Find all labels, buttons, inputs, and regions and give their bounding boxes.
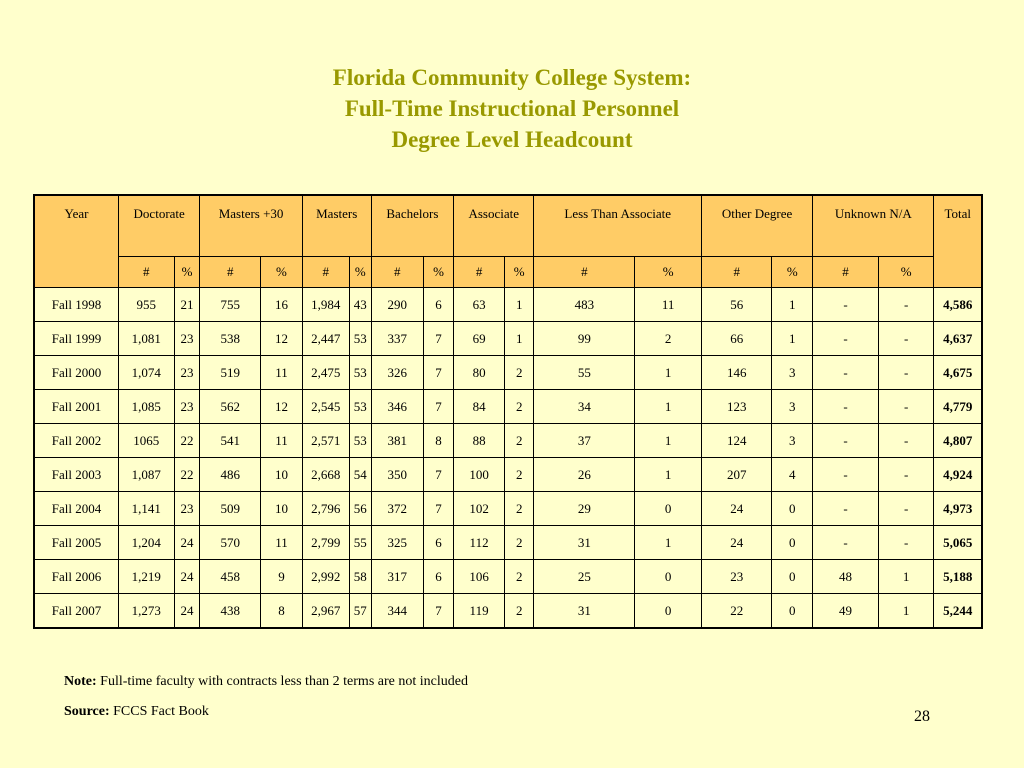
count-cell: 102 — [454, 492, 505, 526]
percent-cell: 7 — [423, 594, 453, 629]
count-cell: 49 — [813, 594, 879, 629]
percent-cell: 7 — [423, 492, 453, 526]
percent-cell: 7 — [423, 356, 453, 390]
percent-cell: 10 — [261, 492, 303, 526]
count-cell: 1,081 — [119, 322, 175, 356]
percent-cell: 2 — [504, 594, 533, 629]
percent-cell: 0 — [772, 560, 813, 594]
percent-cell: 23 — [174, 356, 200, 390]
group-header: Other Degree — [702, 195, 813, 257]
count-cell: 381 — [371, 424, 423, 458]
count-cell: 483 — [534, 288, 635, 322]
count-cell: 84 — [454, 390, 505, 424]
group-header: Bachelors — [371, 195, 454, 257]
total-cell: 4,637 — [934, 322, 982, 356]
count-cell: - — [813, 424, 879, 458]
slide-title — [0, 62, 1024, 155]
count-cell: 2,571 — [302, 424, 349, 458]
count-cell: 1065 — [119, 424, 175, 458]
count-subheader: # — [813, 257, 879, 288]
count-cell: 100 — [454, 458, 505, 492]
count-cell: 207 — [702, 458, 772, 492]
percent-cell: 2 — [504, 458, 533, 492]
percent-cell: 7 — [423, 322, 453, 356]
percent-cell: 0 — [772, 492, 813, 526]
count-cell: 106 — [454, 560, 505, 594]
percent-cell: 2 — [504, 492, 533, 526]
percent-cell: 23 — [174, 492, 200, 526]
year-cell: Fall 2000 — [34, 356, 119, 390]
group-header: Doctorate — [119, 195, 200, 257]
header-row-groups — [34, 195, 982, 257]
count-cell: 24 — [702, 526, 772, 560]
count-subheader: # — [371, 257, 423, 288]
percent-cell: - — [878, 356, 934, 390]
year-header: Year — [34, 195, 119, 288]
count-cell: 63 — [454, 288, 505, 322]
percent-cell: - — [878, 390, 934, 424]
table-row — [34, 526, 982, 560]
source-label: Source: — [64, 704, 110, 719]
count-cell: 344 — [371, 594, 423, 629]
percent-subheader: % — [349, 257, 371, 288]
percent-cell: 1 — [878, 594, 934, 629]
percent-cell: 24 — [174, 560, 200, 594]
percent-cell: 1 — [635, 356, 702, 390]
percent-cell: 2 — [504, 356, 533, 390]
count-cell: 2,475 — [302, 356, 349, 390]
count-cell: 2,668 — [302, 458, 349, 492]
percent-cell: 24 — [174, 594, 200, 629]
count-cell: - — [813, 492, 879, 526]
total-cell: 4,924 — [934, 458, 982, 492]
count-subheader: # — [200, 257, 261, 288]
count-cell: 80 — [454, 356, 505, 390]
percent-cell: 10 — [261, 458, 303, 492]
count-cell: 29 — [534, 492, 635, 526]
count-cell: 23 — [702, 560, 772, 594]
count-cell: 31 — [534, 594, 635, 629]
percent-subheader: % — [174, 257, 200, 288]
percent-cell: 12 — [261, 322, 303, 356]
percent-subheader: % — [423, 257, 453, 288]
title-line-1: Florida Community College System: — [332, 65, 692, 90]
count-cell: 755 — [200, 288, 261, 322]
percent-cell: 23 — [174, 322, 200, 356]
percent-cell: 23 — [174, 390, 200, 424]
year-cell: Fall 2006 — [34, 560, 119, 594]
table-row — [34, 288, 982, 322]
count-cell: - — [813, 356, 879, 390]
percent-cell: 2 — [635, 322, 702, 356]
count-cell: 1,074 — [119, 356, 175, 390]
percent-cell: 11 — [261, 356, 303, 390]
source-text: FCCS Fact Book — [109, 704, 209, 719]
note — [64, 674, 468, 690]
total-cell: 5,244 — [934, 594, 982, 629]
percent-cell: 3 — [772, 390, 813, 424]
count-cell: 24 — [702, 492, 772, 526]
percent-cell: 53 — [349, 356, 371, 390]
count-cell: 2,796 — [302, 492, 349, 526]
year-cell: Fall 1998 — [34, 288, 119, 322]
table-row — [34, 594, 982, 629]
count-cell: 146 — [702, 356, 772, 390]
count-subheader: # — [702, 257, 772, 288]
count-cell: 37 — [534, 424, 635, 458]
percent-cell: 3 — [772, 424, 813, 458]
note-text: Full-time faculty with contracts less than 2 terms are not included — [96, 674, 468, 689]
percent-cell: 54 — [349, 458, 371, 492]
percent-cell: 7 — [423, 458, 453, 492]
percent-cell: 6 — [423, 560, 453, 594]
total-cell: 4,807 — [934, 424, 982, 458]
total-cell: 4,675 — [934, 356, 982, 390]
percent-cell: 22 — [174, 424, 200, 458]
count-cell: 48 — [813, 560, 879, 594]
header-row-units — [34, 257, 982, 288]
count-cell: 26 — [534, 458, 635, 492]
percent-cell: 1 — [635, 526, 702, 560]
count-cell: 317 — [371, 560, 423, 594]
count-cell: 2,799 — [302, 526, 349, 560]
count-cell: 325 — [371, 526, 423, 560]
percent-cell: 53 — [349, 390, 371, 424]
percent-cell: - — [878, 322, 934, 356]
percent-cell: 7 — [423, 390, 453, 424]
count-cell: 1,141 — [119, 492, 175, 526]
table-row — [34, 322, 982, 356]
page-number: 28 — [914, 708, 930, 725]
percent-subheader: % — [878, 257, 934, 288]
percent-cell: - — [878, 424, 934, 458]
count-cell: - — [813, 288, 879, 322]
count-cell: 99 — [534, 322, 635, 356]
count-cell: 119 — [454, 594, 505, 629]
percent-cell: - — [878, 492, 934, 526]
count-cell: 955 — [119, 288, 175, 322]
count-cell: 2,992 — [302, 560, 349, 594]
percent-cell: 56 — [349, 492, 371, 526]
note-label: Note: — [64, 674, 97, 689]
percent-cell: 22 — [174, 458, 200, 492]
table-row — [34, 390, 982, 424]
percent-cell: 1 — [772, 288, 813, 322]
table-row — [34, 560, 982, 594]
percent-subheader: % — [635, 257, 702, 288]
percent-cell: 2 — [504, 526, 533, 560]
percent-cell: 6 — [423, 526, 453, 560]
count-cell: 2,447 — [302, 322, 349, 356]
count-cell: 1,219 — [119, 560, 175, 594]
source — [64, 704, 209, 720]
count-cell: 326 — [371, 356, 423, 390]
percent-cell: 11 — [635, 288, 702, 322]
count-cell: 1,204 — [119, 526, 175, 560]
total-cell: 5,188 — [934, 560, 982, 594]
percent-cell: 1 — [772, 322, 813, 356]
count-cell: 541 — [200, 424, 261, 458]
percent-cell: 12 — [261, 390, 303, 424]
count-cell: - — [813, 390, 879, 424]
year-cell: Fall 2003 — [34, 458, 119, 492]
group-header: Unknown N/A — [813, 195, 934, 257]
total-header: Total — [934, 195, 982, 288]
count-cell: 290 — [371, 288, 423, 322]
count-cell: 519 — [200, 356, 261, 390]
count-cell: 458 — [200, 560, 261, 594]
percent-cell: - — [878, 458, 934, 492]
group-header: Masters +30 — [200, 195, 302, 257]
year-cell: Fall 2007 — [34, 594, 119, 629]
count-cell: 562 — [200, 390, 261, 424]
title-line-2: Full-Time Instructional Personnel — [344, 96, 680, 121]
percent-cell: 57 — [349, 594, 371, 629]
count-cell: 34 — [534, 390, 635, 424]
count-cell: 1,085 — [119, 390, 175, 424]
group-header: Associate — [454, 195, 534, 257]
percent-cell: 0 — [772, 526, 813, 560]
year-cell: Fall 2001 — [34, 390, 119, 424]
count-cell: 570 — [200, 526, 261, 560]
count-cell: 350 — [371, 458, 423, 492]
percent-cell: 2 — [504, 560, 533, 594]
count-cell: 1,273 — [119, 594, 175, 629]
percent-cell: 58 — [349, 560, 371, 594]
count-cell: 372 — [371, 492, 423, 526]
percent-cell: 0 — [635, 492, 702, 526]
count-cell: - — [813, 458, 879, 492]
count-cell: 69 — [454, 322, 505, 356]
percent-cell: 2 — [504, 390, 533, 424]
percent-cell: 0 — [772, 594, 813, 629]
total-cell: 4,586 — [934, 288, 982, 322]
total-cell: 4,779 — [934, 390, 982, 424]
table-row — [34, 458, 982, 492]
percent-cell: - — [878, 288, 934, 322]
count-cell: 1,984 — [302, 288, 349, 322]
group-header: Less Than Associate — [534, 195, 702, 257]
headcount-table — [33, 194, 983, 629]
table-row — [34, 492, 982, 526]
count-cell: 346 — [371, 390, 423, 424]
percent-cell: 8 — [261, 594, 303, 629]
percent-cell: 1 — [504, 288, 533, 322]
table-body — [34, 288, 982, 629]
percent-cell: 21 — [174, 288, 200, 322]
count-cell: 88 — [454, 424, 505, 458]
percent-subheader: % — [261, 257, 303, 288]
count-cell: 31 — [534, 526, 635, 560]
percent-subheader: % — [772, 257, 813, 288]
count-cell: - — [813, 526, 879, 560]
count-cell: 55 — [534, 356, 635, 390]
title-line-3: Degree Level Headcount — [391, 127, 633, 152]
count-subheader: # — [119, 257, 175, 288]
year-cell: Fall 2002 — [34, 424, 119, 458]
count-cell: - — [813, 322, 879, 356]
percent-cell: 1 — [878, 560, 934, 594]
percent-cell: 8 — [423, 424, 453, 458]
percent-cell: 24 — [174, 526, 200, 560]
count-cell: 25 — [534, 560, 635, 594]
percent-subheader: % — [504, 257, 533, 288]
percent-cell: 2 — [504, 424, 533, 458]
group-header: Masters — [302, 195, 371, 257]
count-cell: 538 — [200, 322, 261, 356]
percent-cell: 16 — [261, 288, 303, 322]
percent-cell: 53 — [349, 424, 371, 458]
percent-cell: 6 — [423, 288, 453, 322]
count-cell: 2,967 — [302, 594, 349, 629]
percent-cell: 1 — [504, 322, 533, 356]
percent-cell: 0 — [635, 594, 702, 629]
count-cell: 123 — [702, 390, 772, 424]
count-cell: 56 — [702, 288, 772, 322]
percent-cell: - — [878, 526, 934, 560]
year-cell: Fall 2004 — [34, 492, 119, 526]
year-cell: Fall 2005 — [34, 526, 119, 560]
count-cell: 124 — [702, 424, 772, 458]
percent-cell: 53 — [349, 322, 371, 356]
percent-cell: 1 — [635, 424, 702, 458]
count-cell: 337 — [371, 322, 423, 356]
percent-cell: 1 — [635, 458, 702, 492]
total-cell: 5,065 — [934, 526, 982, 560]
table-row — [34, 356, 982, 390]
count-cell: 438 — [200, 594, 261, 629]
count-cell: 486 — [200, 458, 261, 492]
percent-cell: 0 — [635, 560, 702, 594]
percent-cell: 55 — [349, 526, 371, 560]
percent-cell: 9 — [261, 560, 303, 594]
count-cell: 509 — [200, 492, 261, 526]
percent-cell: 1 — [635, 390, 702, 424]
table-row — [34, 424, 982, 458]
year-cell: Fall 1999 — [34, 322, 119, 356]
percent-cell: 43 — [349, 288, 371, 322]
percent-cell: 4 — [772, 458, 813, 492]
count-subheader: # — [302, 257, 349, 288]
total-cell: 4,973 — [934, 492, 982, 526]
count-cell: 1,087 — [119, 458, 175, 492]
count-subheader: # — [534, 257, 635, 288]
percent-cell: 11 — [261, 526, 303, 560]
count-subheader: # — [454, 257, 505, 288]
count-cell: 112 — [454, 526, 505, 560]
count-cell: 22 — [702, 594, 772, 629]
percent-cell: 3 — [772, 356, 813, 390]
count-cell: 2,545 — [302, 390, 349, 424]
count-cell: 66 — [702, 322, 772, 356]
percent-cell: 11 — [261, 424, 303, 458]
